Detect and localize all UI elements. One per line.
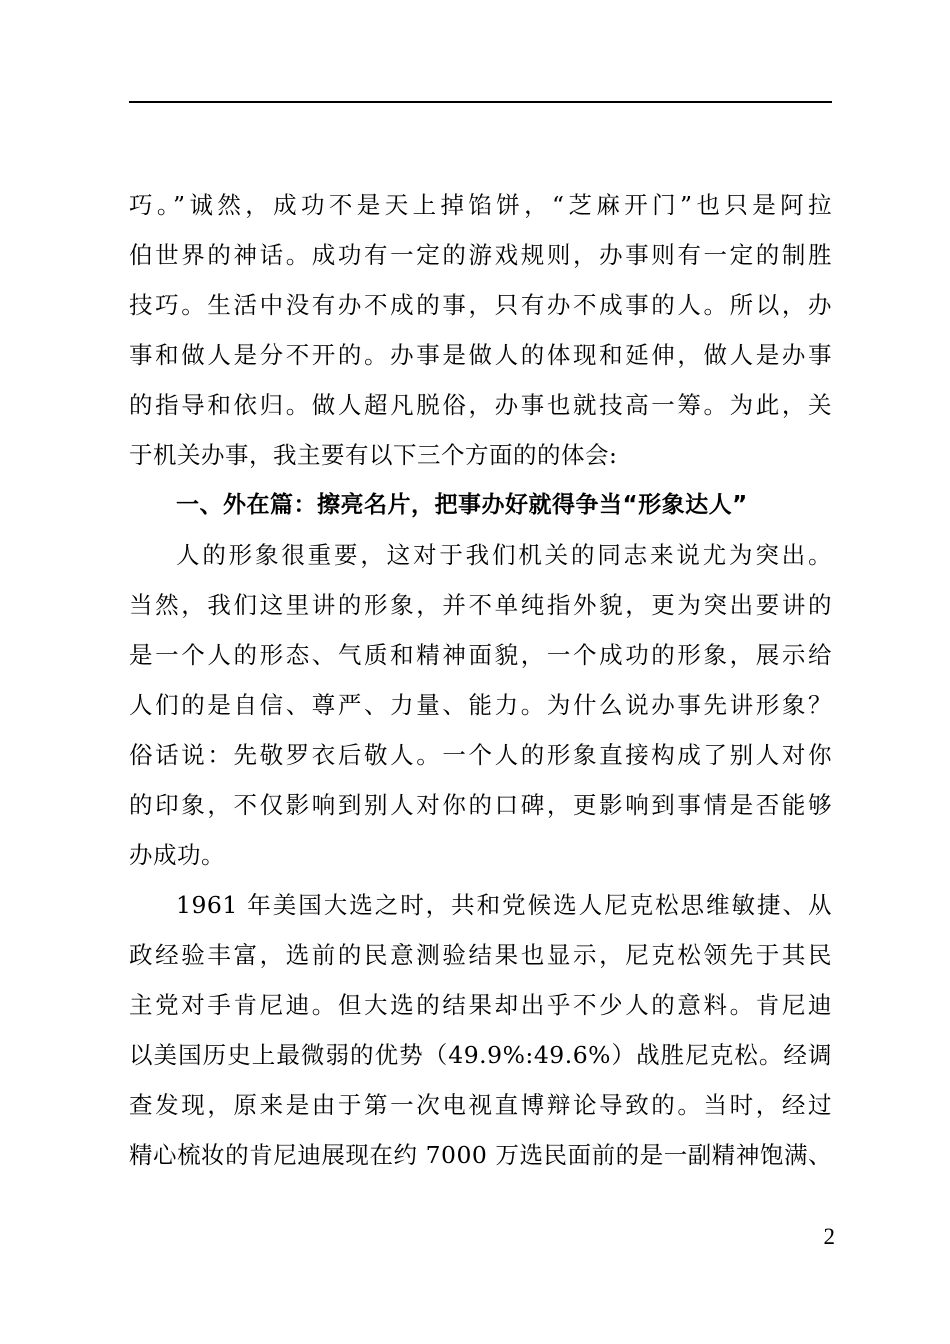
text-line: 是一个人的形态、气质和精神面貌，一个成功的形象，展示给 bbox=[129, 641, 832, 669]
text-line: 人们的是自信、尊严、力量、能力。为什么说办事先讲形象？ bbox=[129, 691, 832, 719]
text-line: 技巧。生活中没有办不成的事，只有办不成事的人。所以，办 bbox=[129, 291, 832, 319]
section-heading: 一、外在篇：擦亮名片，把事办好就得争当“形象达人” bbox=[176, 492, 748, 518]
text-line: 政经验丰富，选前的民意测验结果也显示，尼克松领先于其民 bbox=[129, 941, 832, 969]
text-line: 精心梳妆的肯尼迪展现在约 7000 万选民面前的是一副精神饱满、 bbox=[129, 1141, 832, 1169]
text-line: 于机关办事，我主要有以下三个方面的的体会: bbox=[129, 441, 618, 469]
text-line: 俗话说：先敬罗衣后敬人。一个人的形象直接构成了别人对你 bbox=[129, 741, 832, 769]
text-line: 当然，我们这里讲的形象，并不单纯指外貌，更为突出要讲的 bbox=[129, 591, 832, 619]
text-line: 以美国历史上最微弱的优势（49.9%:49.6%）战胜尼克松。经调 bbox=[129, 1041, 832, 1069]
text-line: 人的形象很重要，这对于我们机关的同志来说尤为突出。 bbox=[176, 541, 832, 569]
text-line: 主党对手肯尼迪。但大选的结果却出乎不少人的意料。肯尼迪 bbox=[129, 991, 832, 1019]
text-line: 的印象，不仅影响到别人对你的口碑，更影响到事情是否能够 bbox=[129, 791, 832, 819]
text-line: 查发现，原来是由于第一次电视直博辩论导致的。当时，经过 bbox=[129, 1091, 832, 1119]
text-line: 1961 年美国大选之时，共和党候选人尼克松思维敏捷、从 bbox=[176, 891, 832, 919]
text-line: 事和做人是分不开的。办事是做人的体现和延伸，做人是办事 bbox=[129, 341, 832, 369]
text-line: 伯世界的神话。成功有一定的游戏规则，办事则有一定的制胜 bbox=[129, 241, 832, 269]
document-body bbox=[129, 180, 832, 1180]
page-number: 2 bbox=[823, 1224, 835, 1249]
text-line: 巧。”诚然，成功不是天上掉馅饼，“芝麻开门”也只是阿拉 bbox=[129, 191, 832, 219]
text-line: 办成功。 bbox=[129, 841, 225, 869]
text-line: 的指导和依归。做人超凡脱俗，办事也就技高一筹。为此，关 bbox=[129, 391, 832, 419]
header-rule bbox=[129, 101, 832, 103]
